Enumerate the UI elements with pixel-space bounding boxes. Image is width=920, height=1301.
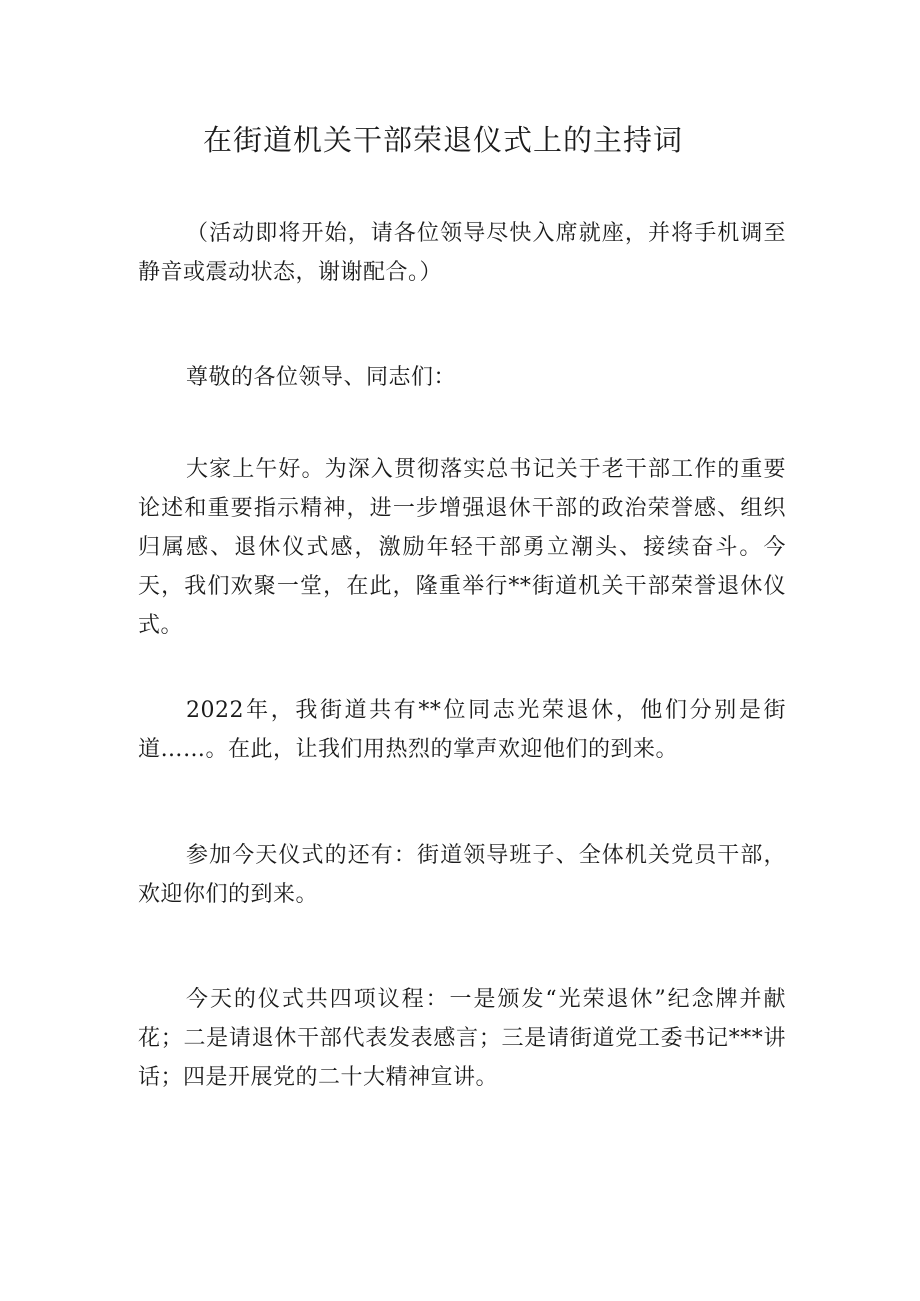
attendees-paragraph: 参加今天仪式的还有：街道领导班子、全体机关党员干部，欢迎你们的到来。	[138, 843, 786, 907]
document-title: 在街道机关干部荣退仪式上的主持词	[202, 123, 683, 157]
intro-paragraph: 大家上午好。为深入贯彻落实总书记关于老干部工作的重要论述和重要指示精神，进一步增强退休干部的政治荣誉感、组织归属感、退休仪式感，激励年轻干部勇立潮头、接续奋斗。今天，我们欢聚一堂，在此，隆重举行**街道机关干部荣誉退休仪式。	[138, 457, 786, 638]
retirees-paragraph: 2022年，我街道共有**位同志光荣退休，他们分别是街道……。在此，让我们用热烈的掌声欢迎他们的到来。	[138, 698, 786, 762]
notice-paragraph: （活动即将开始，请各位领导尽快入席就座，并将手机调至静音或震动状态，谢谢配合。）	[138, 221, 786, 285]
greeting-paragraph: 尊敬的各位领导、同志们：	[186, 365, 457, 390]
agenda-paragraph: 今天的仪式共四项议程：一是颁发“光荣退休”纪念牌并献花；二是请退休干部代表发表感言；三是请街道党工委书记***讲话；四是开展党的二十大精神宣讲。	[138, 987, 786, 1090]
